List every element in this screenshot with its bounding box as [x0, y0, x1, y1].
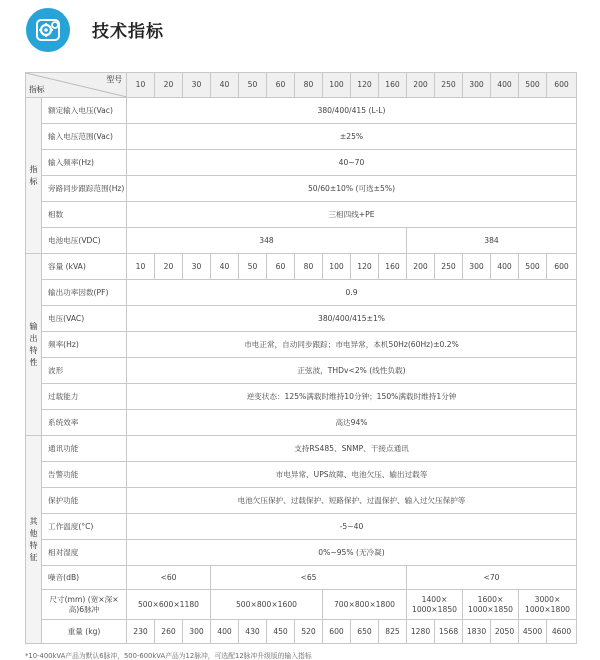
row-value: 电池欠压保护、过载保护、短路保护、过温保护、输入过欠压保护等 — [127, 488, 577, 514]
capacity-cell: 10 — [127, 254, 155, 280]
row-value: 0%~95% (无冷凝) — [127, 540, 577, 566]
noise-cell: <60 — [127, 566, 211, 590]
model-header: 40 — [211, 73, 239, 98]
table-row — [26, 358, 577, 384]
row-label: 频率(Hz) — [42, 332, 127, 358]
spec-table — [25, 72, 577, 644]
row-value: 50/60±10% (可选±5%) — [127, 176, 577, 202]
row-label: 重量 (kg) — [42, 620, 127, 644]
weight-cell: 1830 — [463, 620, 491, 644]
weight-cell: 260 — [155, 620, 183, 644]
table-row — [26, 462, 577, 488]
model-header: 600 — [547, 73, 577, 98]
weight-cell: 1280 — [407, 620, 435, 644]
row-value: 正弦波，THDv<2% (线性负载) — [127, 358, 577, 384]
gear-icon — [26, 8, 70, 52]
capacity-cell: 30 — [183, 254, 211, 280]
weight-cell: 650 — [351, 620, 379, 644]
row-label: 告警功能 — [42, 462, 127, 488]
size-cell: 500×600×1180 — [127, 590, 211, 620]
table-header-row — [26, 73, 577, 98]
table-row — [26, 566, 577, 590]
page-title: 技术指标 — [92, 22, 164, 42]
row-label: 容量 (kVA) — [42, 254, 127, 280]
row-label: 工作温度(°C) — [42, 514, 127, 540]
row-value: 384 — [407, 228, 577, 254]
row-label: 过载能力 — [42, 384, 127, 410]
model-header: 80 — [295, 73, 323, 98]
capacity-cell: 600 — [547, 254, 577, 280]
size-cell: 3000× 1000×1800 — [519, 590, 577, 620]
table-row — [26, 202, 577, 228]
weight-cell: 430 — [239, 620, 267, 644]
row-value: 逆变状态：125%满载时维持10分钟；150%满载时维持1分钟 — [127, 384, 577, 410]
weight-cell: 300 — [183, 620, 211, 644]
model-header: 200 — [407, 73, 435, 98]
table-row — [26, 228, 577, 254]
capacity-cell: 40 — [211, 254, 239, 280]
weight-cell: 825 — [379, 620, 407, 644]
row-label: 系统效率 — [42, 410, 127, 436]
capacity-cell: 20 — [155, 254, 183, 280]
row-label: 保护功能 — [42, 488, 127, 514]
model-header: 100 — [323, 73, 351, 98]
capacity-cell: 200 — [407, 254, 435, 280]
model-header: 20 — [155, 73, 183, 98]
footnote: *10-400kVA产品为默认6脉冲，500-600kVA产品为12脉冲，可选配12脉冲升级版的输入指标 — [25, 652, 312, 660]
row-label: 波形 — [42, 358, 127, 384]
noise-cell: <65 — [211, 566, 407, 590]
model-header: 500 — [519, 73, 547, 98]
capacity-cell: 300 — [463, 254, 491, 280]
row-value: 高达94% — [127, 410, 577, 436]
corner-header — [26, 73, 127, 98]
row-value: 380/400/415±1% — [127, 306, 577, 332]
capacity-cell: 500 — [519, 254, 547, 280]
table-row — [26, 540, 577, 566]
size-cell: 700×800×1800 — [323, 590, 407, 620]
capacity-cell: 250 — [435, 254, 463, 280]
table-row — [26, 254, 577, 280]
table-row — [26, 620, 577, 644]
row-value: 市电正常，自动同步跟踪；市电异常，本机50Hz(60Hz)±0.2% — [127, 332, 577, 358]
row-label: 通讯功能 — [42, 436, 127, 462]
row-value: 0.9 — [127, 280, 577, 306]
size-cell: 1600× 1000×1850 — [463, 590, 519, 620]
row-label: 电池电压(VDC) — [42, 228, 127, 254]
row-label: 输入电压范围(Vac) — [42, 124, 127, 150]
row-label: 输入频率(Hz) — [42, 150, 127, 176]
capacity-cell: 120 — [351, 254, 379, 280]
row-value: 支持RS485、SNMP、干接点通讯 — [127, 436, 577, 462]
table-row — [26, 436, 577, 462]
model-header: 400 — [491, 73, 519, 98]
weight-cell: 2050 — [491, 620, 519, 644]
row-label: 输出功率因数(PF) — [42, 280, 127, 306]
row-label: 额定输入电压(Vac) — [42, 98, 127, 124]
capacity-cell: 160 — [379, 254, 407, 280]
table-row — [26, 514, 577, 540]
row-label: 相对湿度 — [42, 540, 127, 566]
row-label: 噪音(dB) — [42, 566, 127, 590]
category-other: 其他特征 — [26, 436, 42, 644]
weight-cell: 4600 — [547, 620, 577, 644]
table-row — [26, 332, 577, 358]
corner-spec-label: 指标 — [29, 85, 45, 95]
table-row — [26, 488, 577, 514]
capacity-cell: 400 — [491, 254, 519, 280]
table-row — [26, 124, 577, 150]
weight-cell: 230 — [127, 620, 155, 644]
section-header — [0, 0, 600, 62]
table-row — [26, 280, 577, 306]
weight-cell: 520 — [295, 620, 323, 644]
row-value: 40~70 — [127, 150, 577, 176]
weight-cell: 600 — [323, 620, 351, 644]
model-header: 120 — [351, 73, 379, 98]
row-value: 市电异常、UPS故障、电池欠压、输出过载等 — [127, 462, 577, 488]
category-output: 输出特性 — [26, 254, 42, 436]
capacity-cell: 50 — [239, 254, 267, 280]
model-header: 50 — [239, 73, 267, 98]
capacity-cell: 60 — [267, 254, 295, 280]
row-label: 旁路同步跟踪范围(Hz) — [42, 176, 127, 202]
table-row — [26, 306, 577, 332]
weight-cell: 400 — [211, 620, 239, 644]
row-value: -5~40 — [127, 514, 577, 540]
row-value: 348 — [127, 228, 407, 254]
model-header: 300 — [463, 73, 491, 98]
model-header: 10 — [127, 73, 155, 98]
model-header: 30 — [183, 73, 211, 98]
size-cell: 500×800×1600 — [211, 590, 323, 620]
table-row — [26, 176, 577, 202]
model-header: 160 — [379, 73, 407, 98]
weight-cell: 450 — [267, 620, 295, 644]
row-label: 电压(VAC) — [42, 306, 127, 332]
weight-cell: 1568 — [435, 620, 463, 644]
table-row — [26, 98, 577, 124]
category-input: 指标 — [26, 98, 42, 254]
table-row — [26, 590, 577, 620]
table-row — [26, 410, 577, 436]
noise-cell: <70 — [407, 566, 577, 590]
row-label: 相数 — [42, 202, 127, 228]
table-row — [26, 150, 577, 176]
model-header: 60 — [267, 73, 295, 98]
corner-model-label: 型号 — [106, 75, 122, 84]
size-cell: 1400× 1000×1850 — [407, 590, 463, 620]
row-value: 三相四线+PE — [127, 202, 577, 228]
row-value: ±25% — [127, 124, 577, 150]
row-label: 尺寸(mm) (宽×深×高)6脉冲 — [42, 590, 127, 620]
weight-cell: 4500 — [519, 620, 547, 644]
model-header: 250 — [435, 73, 463, 98]
table-row — [26, 384, 577, 410]
capacity-cell: 80 — [295, 254, 323, 280]
capacity-cell: 100 — [323, 254, 351, 280]
row-value: 380/400/415 (L-L) — [127, 98, 577, 124]
